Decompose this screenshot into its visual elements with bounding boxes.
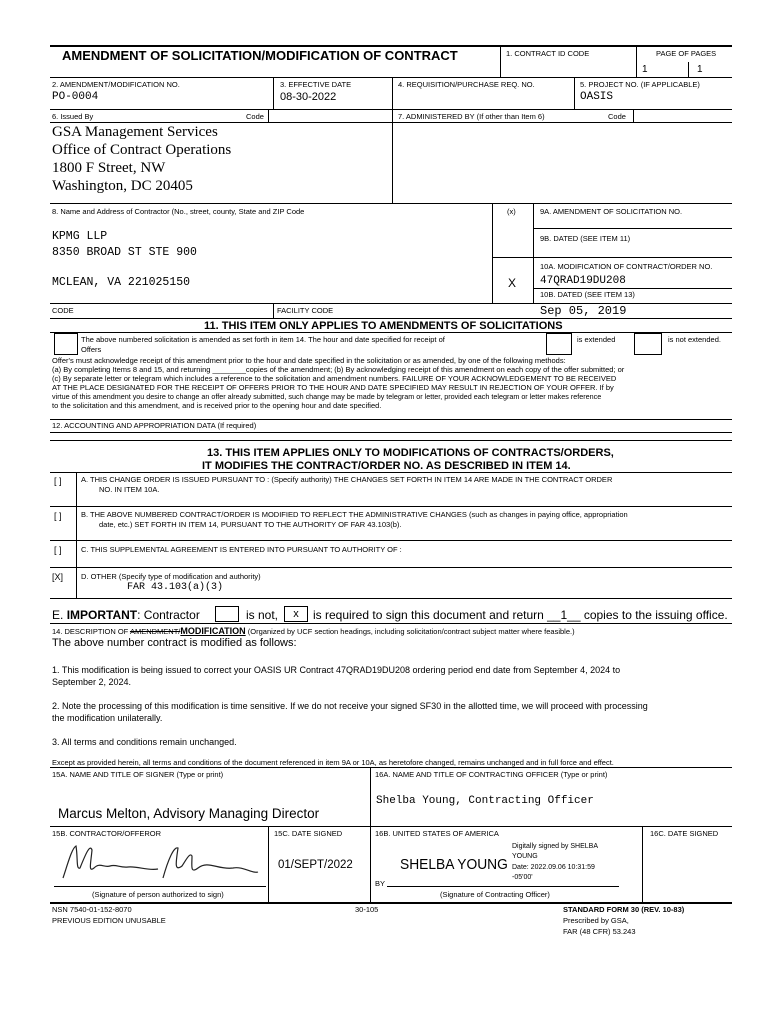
- option-d-value: FAR 43.103(a)(3): [127, 582, 224, 593]
- issuer-line: 1800 F Street, NW: [52, 160, 166, 176]
- signature-person-caption: (Signature of person authorized to sign): [92, 890, 224, 899]
- extended-checkbox[interactable]: [546, 333, 572, 355]
- important-label: IMPORTANT: [66, 608, 138, 622]
- is-required-text: is required to sign this document and return __1__ copies to the issuing office.: [313, 608, 728, 622]
- item-9b-label: 9B. DATED (SEE ITEM 11): [540, 234, 631, 243]
- accounting-label: 12. ACCOUNTING AND APPROPRIATION DATA (If required): [52, 421, 257, 430]
- form-code: 30-105: [355, 905, 379, 914]
- item-11-paragraph: AT THE PLACE DESIGNATED FOR THE RECEIPT OF OFFERS PRIOR TO THE HOUR AND DATE SPECIFIED MAY RESULT IN REJECTION OF YOUR OFFER. If by: [52, 383, 614, 392]
- option-a-text: A. THIS CHANGE ORDER IS ISSUED PURSUANT TO : (Specify authority) THE CHANGES SET FORTH IN ITEM 14 ARE MADE IN THE CONTRACT ORDER: [81, 475, 613, 484]
- officer-name: Shelba Young, Contracting Officer: [376, 795, 594, 807]
- not-extended-label: is not extended.: [668, 335, 721, 344]
- requisition-label: 4. REQUISITION/PURCHASE REQ. NO.: [398, 80, 535, 89]
- contract-id-label: 1. CONTRACT ID CODE: [506, 49, 590, 58]
- effective-date-value: 08-30-2022: [280, 91, 337, 103]
- item-14-para-2: 2. Note the processing of this modification is time sensitive. If we do not receive your signed SF30 in the allotted time, we will proceed with processing: [52, 701, 648, 711]
- is-not-label: is not,: [246, 608, 279, 622]
- date-15c-value: 01/SEPT/2022: [278, 859, 353, 871]
- amendment-no-label: 2. AMENDMENT/MODIFICATION NO.: [52, 80, 180, 89]
- item-11-line-offers: Offers: [81, 345, 102, 354]
- signature-officer-caption: (Signature of Contracting Officer): [440, 890, 550, 899]
- digital-signature-detail: Date: 2022.09.06 10:31:59: [512, 864, 595, 871]
- is-extended-label: is extended: [577, 335, 616, 344]
- issuer-line: Washington, DC 20405: [52, 178, 193, 194]
- option-c-text: C. THIS SUPPLEMENTAL AGREEMENT IS ENTERED INTO PURSUANT TO AUTHORITY OF :: [81, 545, 402, 554]
- administered-code-label: Code: [608, 112, 626, 121]
- option-d-text: D. OTHER (Specify type of modification and authority): [81, 572, 261, 581]
- item-10a-value: 47QRAD19DU208: [540, 275, 626, 287]
- previous-edition-label: PREVIOUS EDITION UNUSABLE: [52, 916, 166, 925]
- project-no-label: 5. PROJECT NO. (IF APPLICABLE): [580, 80, 700, 89]
- item-10b-value: Sep 05, 2019: [540, 304, 627, 318]
- signer-name: Marcus Melton, Advisory Managing Director: [58, 806, 320, 821]
- except-provided-text: Except as provided herein, all terms and conditions of the document referenced in item 9A or 10A, as heretofore changed, remains unchanged and in full force and effect.: [52, 758, 614, 767]
- by-label: BY: [375, 879, 386, 888]
- item-11-paragraph: (c) By separate letter or telegram which includes a reference to the solicitation and amendment numbers. FAILURE OF YOUR ACKNOWLEDGEMENT TO BE RECEIVED: [52, 374, 617, 383]
- contractor-street: 8350 BROAD ST STE 900: [52, 246, 197, 259]
- signer-15a-label: 15A. NAME AND TITLE OF SIGNER (Type or print): [52, 770, 224, 779]
- contractor-label: 8. Name and Address of Contractor (No., street, county, State and ZIP Code: [52, 207, 305, 216]
- standard-form-label: STANDARD FORM 30 (REV. 10-83): [563, 905, 685, 914]
- modification-x-mark: X: [508, 276, 517, 290]
- issued-code-label: Code: [246, 112, 264, 121]
- x-column-label: (x): [507, 207, 516, 216]
- facility-code-label: FACILITY CODE: [277, 306, 334, 315]
- contractor-15b-label: 15B. CONTRACTOR/OFFEROR: [52, 829, 162, 838]
- effective-date-label: 3. EFFECTIVE DATE: [280, 80, 352, 89]
- item-11-paragraph: Offer's must acknowledge receipt of this amendment prior to the hour and date specified in the solicitation or as amended, by one of the following methods:: [52, 356, 566, 365]
- contractor-signature: [58, 838, 268, 888]
- officer-16a-label: 16A. NAME AND TITLE OF CONTRACTING OFFICER (Type or print): [375, 770, 608, 779]
- amendment-no-value: PO-0004: [52, 91, 99, 103]
- item-14-strike: AMENDMENT/: [129, 627, 181, 636]
- item-11-checkbox[interactable]: [54, 333, 78, 355]
- prescribed-by-label: Prescribed by GSA,: [563, 916, 629, 925]
- not-extended-checkbox[interactable]: [634, 333, 662, 355]
- usa-16b-label: 16B. UNITED STATES OF AMERICA: [375, 829, 499, 838]
- digital-signature-detail: YOUNG: [512, 853, 538, 860]
- code-label: CODE: [52, 306, 74, 315]
- important-e-label: E.: [52, 608, 64, 622]
- option-a-checkbox[interactable]: [ ]: [54, 476, 62, 486]
- important-contractor-text: : Contractor: [137, 608, 200, 622]
- issued-by-label: 6. Issued By: [52, 112, 94, 121]
- digital-signature-name: SHELBA YOUNG: [400, 856, 508, 873]
- page-of-pages-label: PAGE OF PAGES: [656, 49, 717, 58]
- item-14-para-1: September 2, 2024.: [52, 677, 132, 687]
- administered-by-label: 7. ADMINISTERED BY (If other than Item 6): [398, 112, 545, 121]
- is-required-checkbox[interactable]: [284, 606, 308, 622]
- item-14-para-1: 1. This modification is being issued to correct your OASIS UR Contract 47QRAD19DU208 ordering period end date from September 4, 2024 to: [52, 665, 621, 675]
- item-10b-label: 10B. DATED (SEE ITEM 13): [540, 290, 635, 299]
- form-title: AMENDMENT OF SOLICITATION/MODIFICATION OF CONTRACT: [62, 48, 458, 63]
- is-not-checkbox[interactable]: [215, 606, 239, 622]
- item-11-title: 11. THIS ITEM ONLY APPLIES TO AMENDMENTS OF SOLICITATIONS: [204, 320, 563, 332]
- item-13-title: 13. THIS ITEM APPLIES ONLY TO MODIFICATIONS OF CONTRACTS/ORDERS,: [207, 447, 614, 459]
- project-no-value: OASIS: [580, 91, 614, 103]
- option-a-text: NO. IN ITEM 10A.: [99, 485, 160, 494]
- date-16c-label: 16C. DATE SIGNED: [650, 829, 719, 838]
- page-number: 1: [642, 64, 648, 75]
- option-b-text: date, etc.) SET FORTH IN ITEM 14, PURSUANT TO THE AUTHORITY OF FAR 43.103(b).: [99, 520, 402, 529]
- item-11-line: The above numbered solicitation is amended as set forth in item 14. The hour and date specified for receipt of: [81, 335, 445, 344]
- digital-signature-detail: -05'00': [512, 874, 533, 881]
- option-d-checkbox[interactable]: [X]: [52, 572, 64, 582]
- contractor-city: MCLEAN, VA 221025150: [52, 276, 191, 289]
- item-10a-label: 10A. MODIFICATION OF CONTRACT/ORDER NO.: [540, 262, 713, 271]
- nsn-label: NSN 7540-01-152-8070: [52, 905, 132, 914]
- date-15c-label: 15C. DATE SIGNED: [274, 829, 343, 838]
- issuer-line: GSA Management Services: [52, 124, 218, 140]
- is-required-x-mark: x: [293, 608, 299, 620]
- issuer-line: Office of Contract Operations: [52, 142, 232, 158]
- item-13-subtitle: IT MODIFIES THE CONTRACT/ORDER NO. AS DESCRIBED IN ITEM 14.: [202, 460, 571, 472]
- far-label: FAR (48 CFR) 53.243: [563, 927, 636, 936]
- item-9a-label: 9A. AMENDMENT OF SOLICITATION NO.: [540, 207, 683, 216]
- contractor-name: KPMG LLP: [52, 230, 108, 243]
- digital-signature-detail: Digitally signed by SHELBA: [512, 843, 598, 850]
- item-14-label: 14. DESCRIPTION OF: [52, 627, 130, 636]
- item-14-modification: MODIFICATION: [180, 626, 246, 636]
- item-14-label-post: (Organized by UCF section headings, including solicitation/contract subject matter where feasible.): [245, 627, 575, 636]
- item-11-paragraph: to the solicitation and this amendment, and is received prior to the opening hour and date specified.: [52, 401, 382, 410]
- item-14-heading: The above number contract is modified as follows:: [52, 637, 297, 649]
- page-count: 1: [697, 64, 703, 75]
- option-b-text: B. THE ABOVE NUMBERED CONTRACT/ORDER IS MODIFIED TO REFLECT THE ADMINISTRATIVE CHANGES (such as changes in paying office, appropriation: [81, 510, 628, 519]
- option-b-checkbox[interactable]: [ ]: [54, 511, 62, 521]
- item-11-paragraph: virtue of this amendment you desire to change an offer already submitted, such change may be made by telegram or letter, provided each telegram or letter makes reference: [52, 392, 602, 401]
- item-14-para-3: 3. All terms and conditions remain unchanged.: [52, 737, 237, 747]
- item-14-para-2: the modification unilaterally.: [52, 713, 163, 723]
- item-11-paragraph: (a) By completing Items 8 and 15, and returning ________copies of the amendment; (b) By acknowledging receipt of this amendment on each copy of the offer submitted; or: [52, 365, 625, 374]
- option-c-checkbox[interactable]: [ ]: [54, 545, 62, 555]
